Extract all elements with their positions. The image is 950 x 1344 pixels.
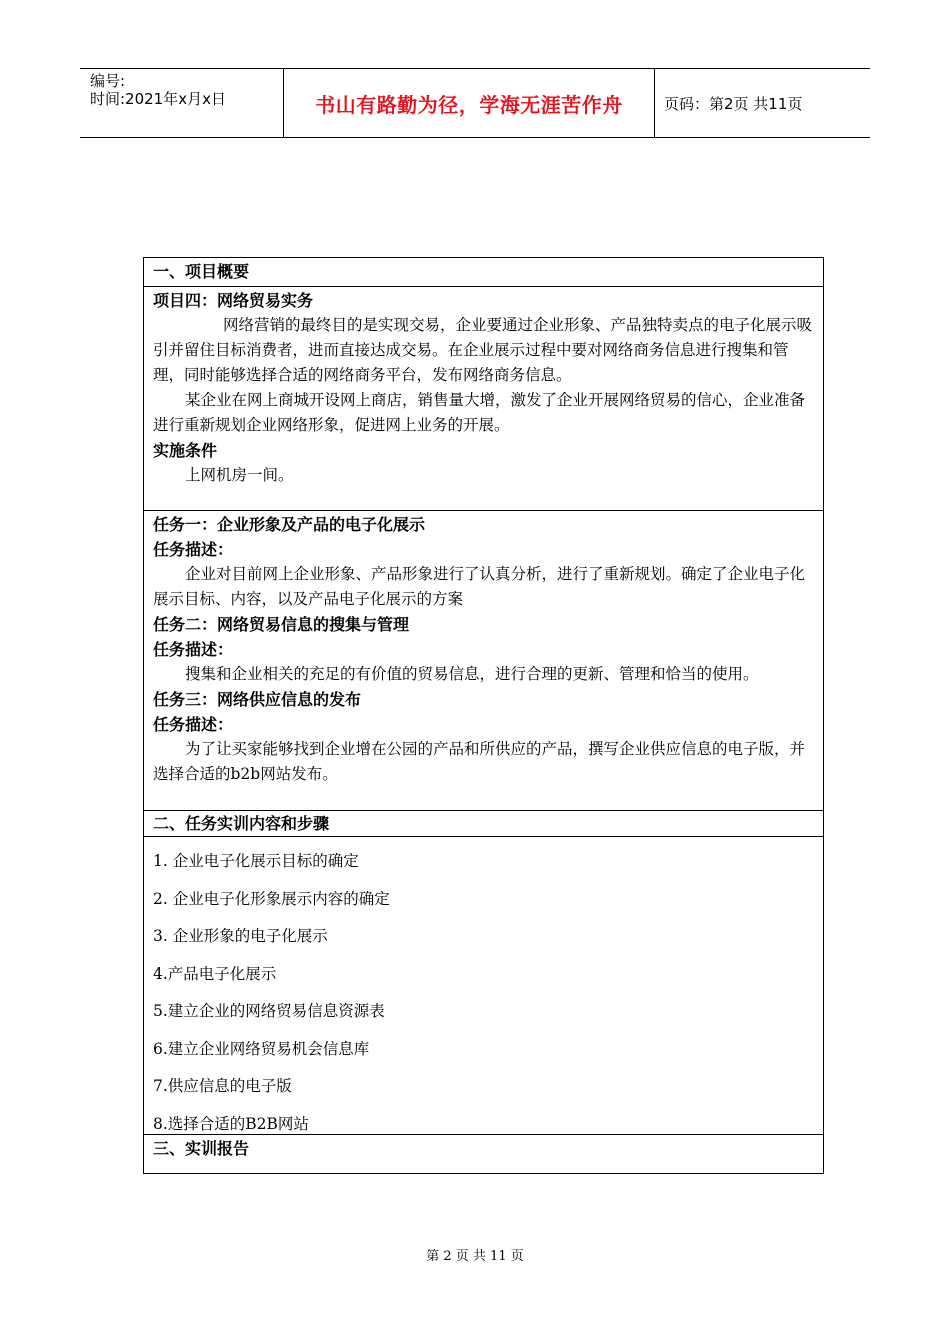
project-overview-row <box>144 286 823 510</box>
section3-row <box>144 1134 823 1173</box>
list-item: 1. 企业电子化展示目标的确定 <box>153 852 359 870</box>
intro-paragraph-2: 某企业在网上商城开设网上商店，销售量大增，激发了企业开展网络贸易的信心，企业准备进行重新规划企业网络形象，促进网上业务的开展。 <box>153 391 806 434</box>
conditions-text: 上网机房一间。 <box>185 466 294 484</box>
list-item: 4.产品电子化展示 <box>153 964 277 983</box>
number-label: 编号: <box>90 72 126 90</box>
intro-paragraph-1: 网络营销的最终目的是实现交易，企业要通过企业形象、产品独特卖点的电子化展示吸引并留住目标消费者，进而直接达成交易。在企业展示过程中要对网络商务信息进行搜集和管理，同时能够选择合适的网络商务平台，发布网络商务信息。 <box>153 316 813 384</box>
project-table <box>143 257 824 1174</box>
section2-title-row <box>144 810 823 836</box>
page-footer: 第 2 页 共 11 页 <box>426 1249 524 1264</box>
project-title: 项目四：网络贸易实务 <box>153 291 314 310</box>
task3-desc: 为了让买家能够找到企业增在公园的产品和所供应的产品，撰写企业供应信息的电子版，并选择合适的b2b网站发布。 <box>153 740 806 783</box>
page-header <box>80 68 870 138</box>
motto: 书山有路勤为径，学海无涯苦作舟 <box>283 69 655 137</box>
list-item: 2. 企业电子化形象展示内容的确定 <box>153 889 390 908</box>
task2-desc-label: 任务描述： <box>153 640 234 659</box>
task2-desc: 搜集和企业相关的充足的有价值的贸易信息，进行合理的更新、管理和恰当的使用。 <box>185 665 759 683</box>
task1-desc: 企业对目前网上企业形象、产品形象进行了认真分析，进行了重新规划。确定了企业电子化展示目标、内容，以及产品电子化展示的方案 <box>153 565 806 608</box>
tasks-row <box>144 510 823 810</box>
section1-title-row <box>144 258 823 286</box>
page-label: 页码：第2页 共11页 <box>664 95 803 113</box>
task1-desc-label: 任务描述： <box>153 540 234 559</box>
section1-title: 一、项目概要 <box>153 262 250 281</box>
list-item: 6.建立企业网络贸易机会信息库 <box>153 1039 370 1058</box>
list-item: 5.建立企业的网络贸易信息资源表 <box>153 1002 385 1020</box>
conditions-label: 实施条件 <box>153 441 218 460</box>
list-item: 3. 企业形象的电子化展示 <box>153 927 328 945</box>
task1-title: 任务一：企业形象及产品的电子化展示 <box>153 515 426 534</box>
task3-desc-label: 任务描述： <box>153 715 234 734</box>
task3-title: 任务三：网络供应信息的发布 <box>153 690 362 709</box>
task2-title: 任务二：网络贸易信息的搜集与管理 <box>153 615 410 634</box>
time-label: 时间:2021年x月x日 <box>90 90 226 108</box>
section2-title: 二、任务实训内容和步骤 <box>153 814 330 833</box>
steps-list <box>144 843 823 1143</box>
list-item: 7.供应信息的电子版 <box>153 1077 292 1095</box>
section3-title: 三、实训报告 <box>153 1139 250 1158</box>
header-meta <box>80 69 283 137</box>
steps-row <box>144 836 823 1134</box>
list-item: 8.选择合适的B2B网站 <box>153 1114 309 1133</box>
